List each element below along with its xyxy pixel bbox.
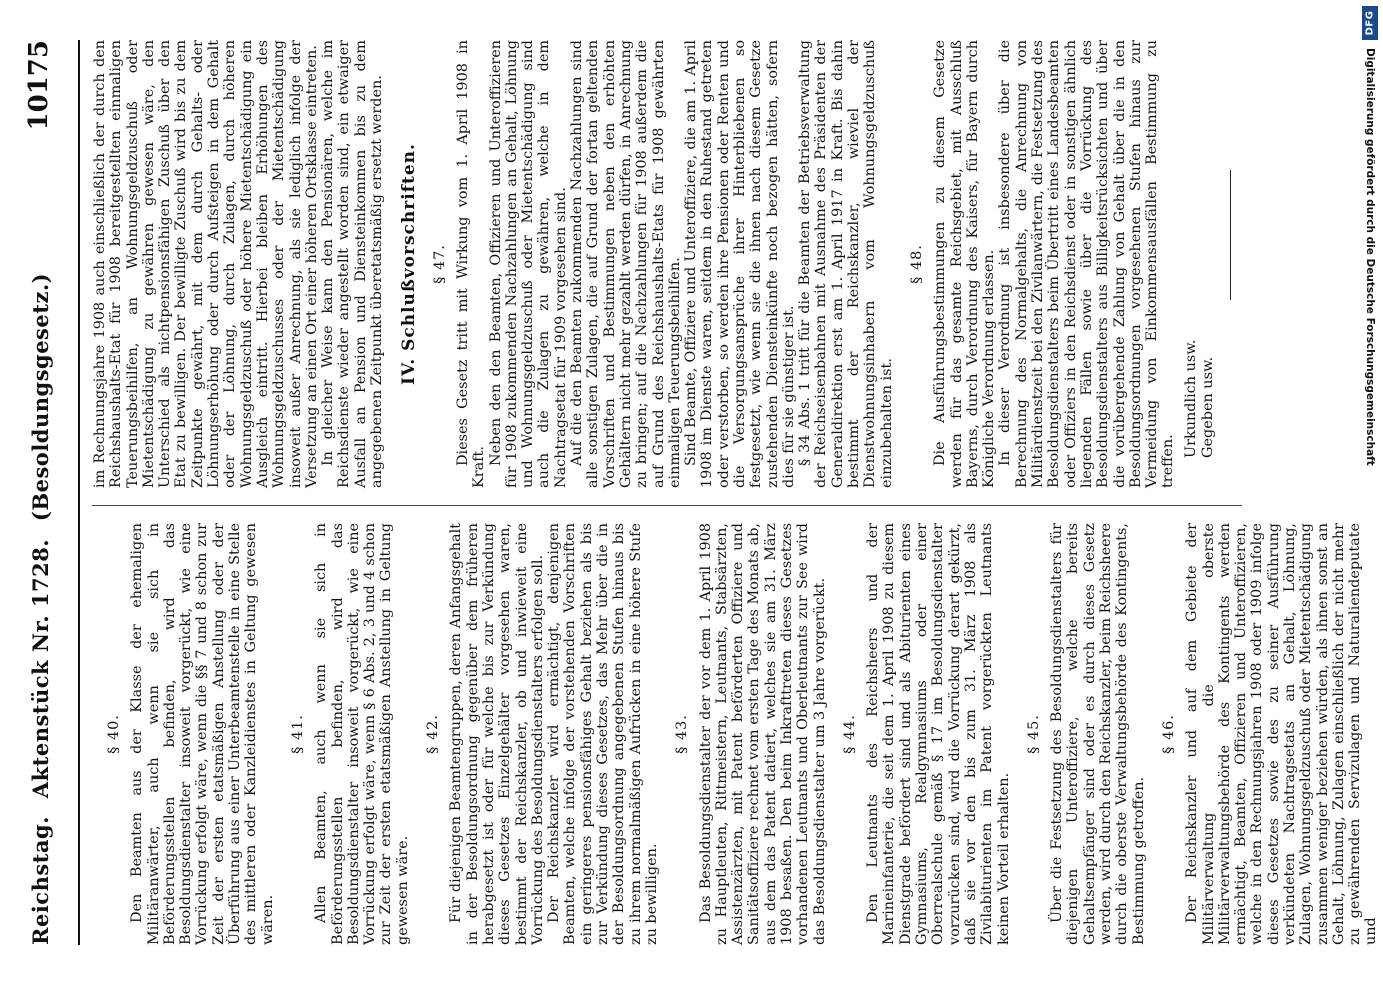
closing-line: Urkundlich usw. — [1182, 339, 1199, 458]
section-heading: § 40. — [106, 714, 122, 754]
closing-line: Gegeben usw. — [1200, 356, 1216, 458]
paragraph: Der Reichskanzler und auf dem Gebiete der Militärverwaltung die oberste Militärverwaltungsbehörde des Kontingents werden ermächtigt, Beamten, Offizieren und Unteroffizieren, welche in den Rechnungsjahren 1908 oder 1909 infolge dieses Gesetzes sowie des zu seiner Ausführung verkündeten Nachtragsetats an Gehalt, Löhnung, Zulagen, Wohnungsgeldzuschuß oder Mietentschädigung zusammen weniger beziehen würden, als ihnen sonst an Gehalt, Löhnung, Zulagen einschließlich der nicht mehr zu gewährenden Servizulagen und Naturaliendeputate und — [1184, 523, 1380, 945]
section-heading: § 42. — [425, 714, 442, 754]
paragraph: Den Beamten aus der Klasse der ehemaligen Militäranwärter, auch wenn sie sich in Beförderungsstellen befinden, wird das Besoldungsdienstalter insoweit vorgerückt, wie eine Vorrückung erfolgt wäre, wenn die §§ 7 und 8 schon zur Zeit der ersten etatsmäßigen Anstellung oder der Überführung aus einer Unterbeamtenstelle in eine Stelle des mittleren oder Kanzleidienstes in Geltung gewesen wären. — [129, 523, 276, 945]
paragraph: Neben den den Beamten, Offizieren und Unteroffizieren für 1908 zukommenden Nachzahlungen an Gehalt, Löhnung und Wohnungsgeldzuschuß oder Mietentschädigung sind auch die Zulagen zu gewähren, welche in dem Nachtragsetat für 1909 vorgesehen sind. — [487, 40, 569, 488]
paragraph: Für diejenigen Beamtengruppen, deren Anfangsgehalt in der Besoldungsordnung gegenüber dem früheren herabgesetzt ist oder für welche bis zur Verkündung dieses Gesetzes Einzelgehälter vorgesehen waren, bestimmt der Reichskanzler, ob und inwieweit eine Vorrückung des Besoldungsdienstalters erfolgen soll. — [448, 523, 546, 945]
paragraph: Die Ausführungsbestimmungen zu diesem Gesetze werden für das gesamte Reichsgebiet, mit Ausschluß Bayerns, durch Verordnung des Kaisers, für Bayern durch Königliche Verordnung erlassen. — [932, 40, 998, 488]
section-heading: § 41. — [289, 714, 306, 754]
part-heading: IV. Schlußvorschriften. — [399, 143, 420, 385]
section-heading: § 48. — [908, 244, 925, 284]
paragraph: Über die Festsetzung des Besoldungsdienstalters für diejenigen Unteroffiziere, welche bereits Gehaltsempfänger sind oder es durch dieses Gesetz werden, wird durch den Reichskanzler, beim Reichsheere durch die oberste Verwaltungsbehörde des Kontingents, Bestimmung getroffen. — [1049, 523, 1147, 945]
header-reichstag: Reichstag. — [28, 816, 53, 945]
page-header — [18, 0, 74, 1000]
paragraph: Dieses Gesetz tritt mit Wirkung vom 1. April 1908 in Kraft. — [454, 40, 488, 488]
paragraph: Sind Beamte, Offiziere und Unteroffiziere, die am 1. April 1908 im Dienste waren, seitdem in den Ruhestand getreten oder verstorben, so werden ihre Pensionen oder Renten und die Versorgungsansprüche ihrer Hinterbliebenen so festgesetzt, wie wenn sie die ihnen nach diesem Gesetze zustehenden Diensteinkünfte noch bezogen hätten, sofern dies für sie günstiger ist. — [683, 40, 797, 488]
header-aktenstueck: Aktenstück Nr. 1728. — [28, 538, 53, 799]
page-number: 10175 — [24, 40, 54, 131]
right-column — [92, 40, 1231, 488]
section-heading: § 44. — [841, 714, 858, 754]
header-title: (Besoldungsgesetz.) — [28, 272, 53, 522]
section-heading: § 45. — [1025, 714, 1042, 754]
paragraph: Das Besoldungsdienstalter der vor dem 1. April 1908 zu Hauptleuten, Rittmeistern, Leutnants, Stabsärzten, Assistenzärzten, mit Patent beförderten Offiziere und Sanitätsoffiziere rechnet vom ersten Tage des Monats ab, aus dem das Patent datiert, welches sie am 31. März 1908 besaßen. Den beim Inkrafttreten dieses Gesetzes vorhandenen Leutnants und Oberleutnants zur See wird das Besoldungsdienstalter um 3 Jahre vorgerückt. — [697, 523, 828, 945]
digitization-stamp — [1362, 6, 1378, 991]
section-heading: § 47. — [431, 244, 448, 284]
paragraph: Allen Beamten, auch wenn sie sich in Beförderungsstellen befinden, wird das Besoldungsdienstalter insoweit vorgerückt, wie eine Vorrückung erfolgt wäre, wenn § 6 Abs. 2, 3 und 4 schon zur Zeit der ersten etatsmäßigen Anstellung in Geltung gewesen wäre. — [313, 523, 411, 945]
paragraph: In dieser Verordnung ist insbesondere über die Berechnung des Normalgehalts, die Anrechnung von Militärdienstzeit bei den Zivilanwärtern, die Festsetzung des Besoldungsdienstalters beim Übertritt eines Landesbeamten oder Offiziers in den Reichsdienst oder in sonstigen ähnlich liegenden Fällen sowie über die Vorrückung des Besoldungsdienstalters aus Billigkeitsrücksichten und über die vorübergehende Zahlung von Gehalt über die in den Besoldungsordnungen vorgesehenen Stufen hinaus zur Vermeidung von Einkommensausfällen Bestimmung zu treffen. — [997, 40, 1177, 488]
paragraph: Den Leutnants des Reichsheers und der Marineinfanterie, die seit dem 1. April 1908 zu diesem Dienstgrade befördert sind und als Abiturienten eines Gymnasiums, Realgymnasiums oder einer Oberrealschule gemäß § 17 im Besoldungsdienstalter vorzurücken sind, wird die Vorrückung derart gekürzt, daß sie vor den bis zum 31. März 1908 als Zivilabiturienten im Patent vorgerückten Leutnants keinen Vorteil erhalten. — [865, 523, 1012, 945]
closing-formula — [1183, 40, 1217, 458]
paragraph: In gleicher Weise kann den Pensionären, welche im Reichsdienste wieder angestellt worden sind, ein etwaiger Ausfall an Pension und Diensteinkommen bis zu dem angegebenen Zeitpunkt überetatsmäßig ersetzt werden. — [320, 40, 386, 488]
section-heading: § 46. — [1160, 714, 1177, 754]
section-heading: § 43. — [674, 714, 691, 754]
paragraph: Auf die den Beamten zukommenden Nachzahlungen sind alle sonstigen Zulagen, die auf Grund der fortan geltenden Vorschriften und Bestimmungen neben den erhöhten Gehältern nicht mehr gezahlt werden dürfen, in Anrechnung zu bringen; auf die Nachzahlungen für 1908 außerdem die auf Grund des Reichshaushalts-Etats für 1908 gewährten einmaligen Teuerungsbeihilfen. — [569, 40, 683, 488]
paragraph: Der Reichskanzler wird ermächtigt, denjenigen Beamten, welche infolge der vorstehenden Vorschriften ein geringeres pensionsfähiges Gehalt beziehen als bis zur Verkündung dieses Gesetzes, das Mehr über die in der Besoldungsordnung angegebenen Stufen hinaus bis zu ihrem normalmäßigen Aufrücken in eine höhere Stufe zu bewilligen. — [546, 523, 660, 945]
stamp-text: Digitalisierung gefördert durch die Deutsche Forschungsgemeinschaft — [1364, 48, 1376, 466]
running-title — [28, 263, 53, 945]
end-rule — [1230, 170, 1231, 300]
column-divider — [92, 505, 1242, 506]
paragraph: § 34 Abs. 1 tritt für die Beamten der Betriebsverwaltung der Reichseisenbahnen mit Ausnahme des Präsidenten der Generaldirektion erst am 1. April 1917 in Kraft. Bis dahin bestimmt der Reichskanzler, wieviel der Dienstwohnungsinhabern vom Wohnungsgeldzuschuß einzubehalten ist. — [797, 40, 895, 488]
header-rule — [78, 40, 80, 945]
left-column — [92, 523, 1380, 945]
paragraph: im Rechnungsjahre 1908 auch einschließlich der durch den Reichshaushalts-Etat für 1908 bereitgestellten einmaligen Teuerungsbeihilfen, an Wohnungsgeldzuschuß oder Mietentschädigung zu gewähren gewesen wäre, den Unterschied als nichtpensionsfähigen Zuschuß über den Etat zu bewilligen. Der bewilligte Zuschuß wird bis zu dem Zeitpunkte gewährt, mit dem durch Gehalts- oder Löhnungserhöhung oder durch Aufsteigen in dem Gehalt oder der Löhnung, durch Zulagen, durch höheren Wohnungsgeldzuschuß oder höhere Mietentschädigung ein Ausgleich eintritt. Hierbei bleiben Erhöhungen des Wohnungsgeldzuschusses oder der Mietentschädigung insoweit außer Anrechnung, als sie lediglich infolge der Versetzung an einen Ort einer höheren Ortsklasse eintreten. — [92, 40, 320, 488]
dfg-logo: DFG — [1362, 6, 1378, 40]
